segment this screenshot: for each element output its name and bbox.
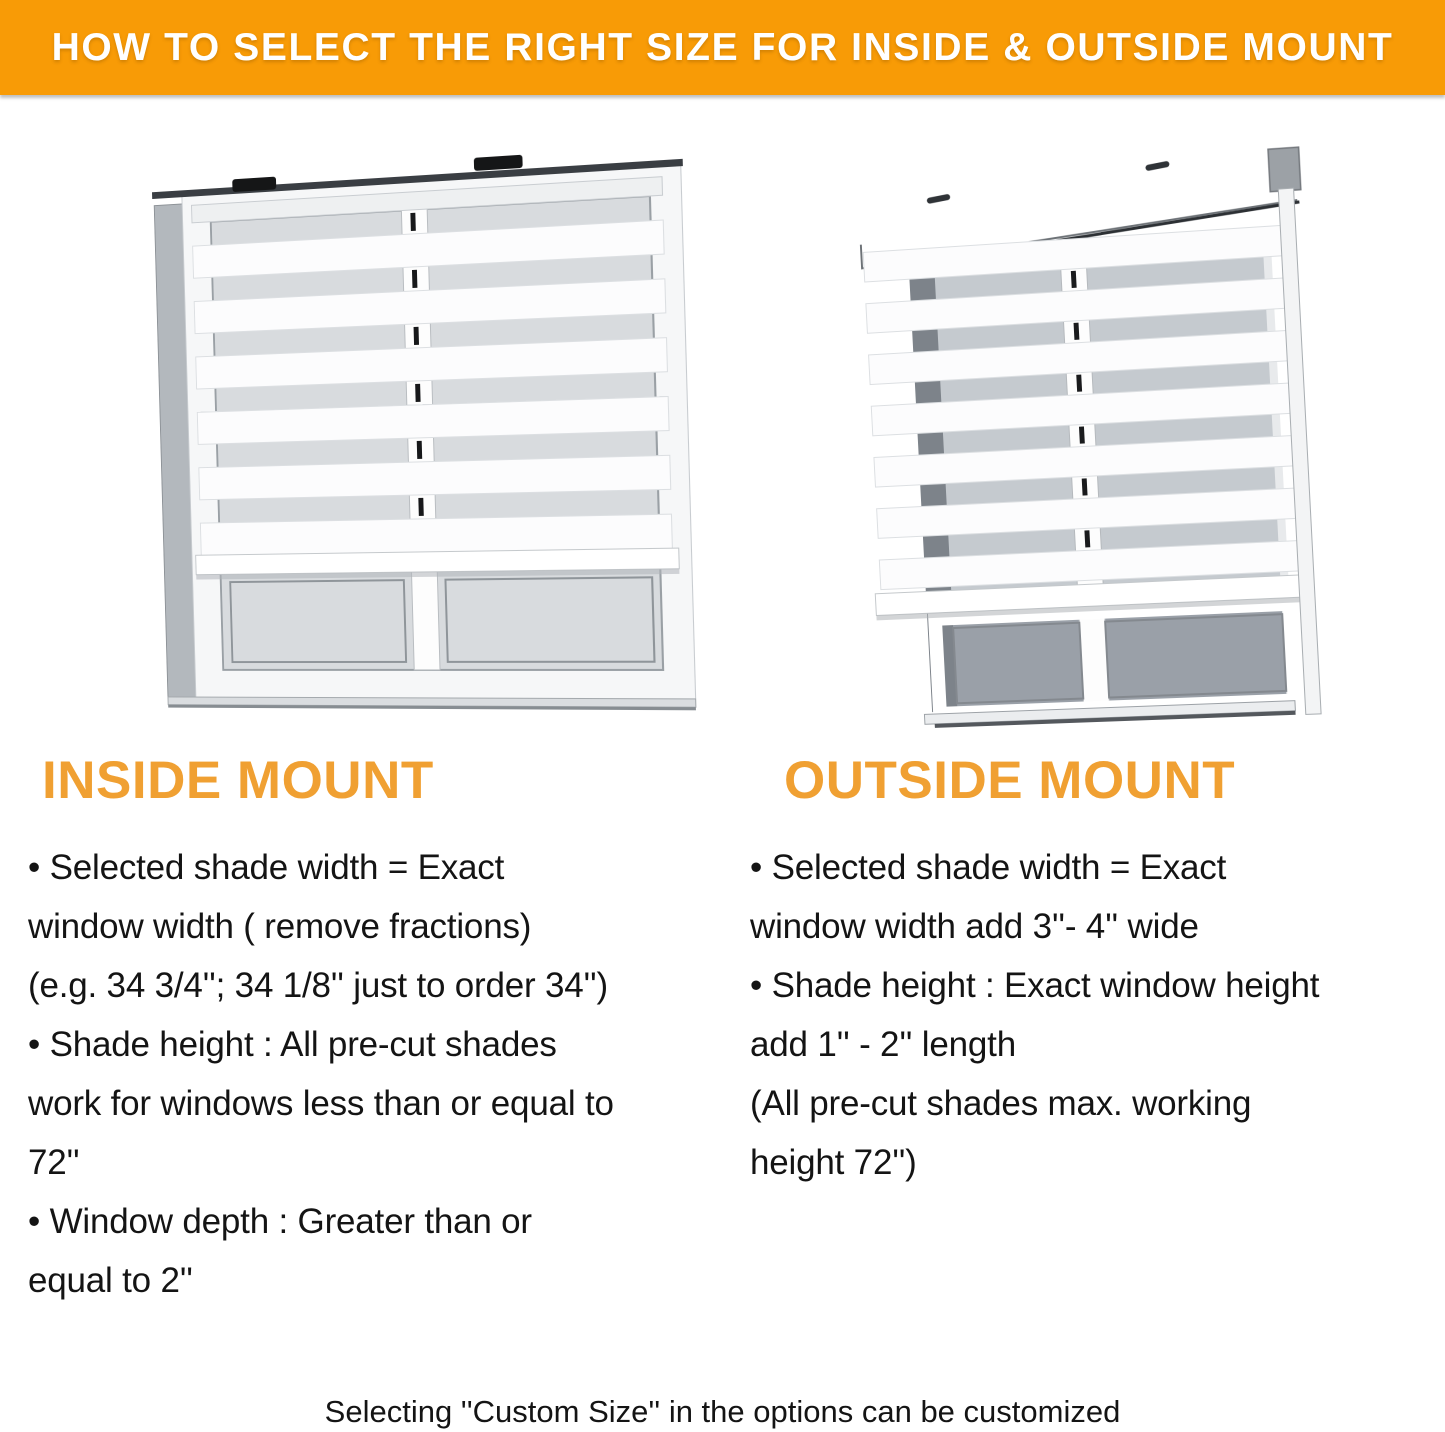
- spec-line: height 72''): [750, 1142, 917, 1182]
- custom-size-note: Selecting ''Custom Size'' in the options can be customized: [324, 1394, 1121, 1429]
- page-title: HOW TO SELECT THE RIGHT SIZE FOR INSIDE & OUTSIDE MOUNT: [51, 25, 1394, 69]
- inside-mount-heading: INSIDE MOUNT: [42, 751, 434, 810]
- spec-line: • Shade height : All pre-cut shades: [28, 1024, 557, 1064]
- spec-line: • Shade height : Exact window height: [750, 965, 1320, 1005]
- inside-mount-specs: [28, 838, 728, 1310]
- inside-mount-window-illustration: [149, 132, 701, 753]
- outside-mount-heading: OUTSIDE MOUNT: [784, 751, 1236, 810]
- spec-line: • Window depth : Greater than or: [28, 1201, 532, 1241]
- spec-line: equal to 2'': [28, 1260, 193, 1300]
- screw-mark-icon: [1145, 161, 1170, 171]
- outside-mount-window-svg: [847, 126, 1347, 760]
- spec-line: window width ( remove fractions): [28, 906, 532, 946]
- spec-line: (All pre-cut shades max. working: [750, 1083, 1252, 1123]
- spec-line: (e.g. 34 3/4''; 34 1/8'' just to order 34''): [28, 965, 608, 1005]
- inside-mount-window-svg: [149, 132, 701, 753]
- outside-mount-specs: [750, 838, 1445, 1192]
- spec-line: window width add 3''- 4'' wide: [750, 906, 1199, 946]
- spec-line: add 1'' - 2'' length: [750, 1024, 1016, 1064]
- title-banner: [0, 0, 1445, 95]
- spec-line: • Selected shade width = Exact: [750, 847, 1227, 887]
- mounting-clip-icon: [232, 177, 276, 193]
- spec-line: • Selected shade width = Exact: [28, 847, 505, 887]
- mounting-clip-icon: [474, 155, 523, 171]
- outside-mount-window-illustration: [847, 126, 1347, 760]
- mounting-bracket-icon: [1268, 147, 1301, 192]
- spec-line: work for windows less than or equal to: [28, 1083, 614, 1123]
- screw-mark-icon: [926, 194, 950, 204]
- spec-line: 72'': [28, 1142, 80, 1182]
